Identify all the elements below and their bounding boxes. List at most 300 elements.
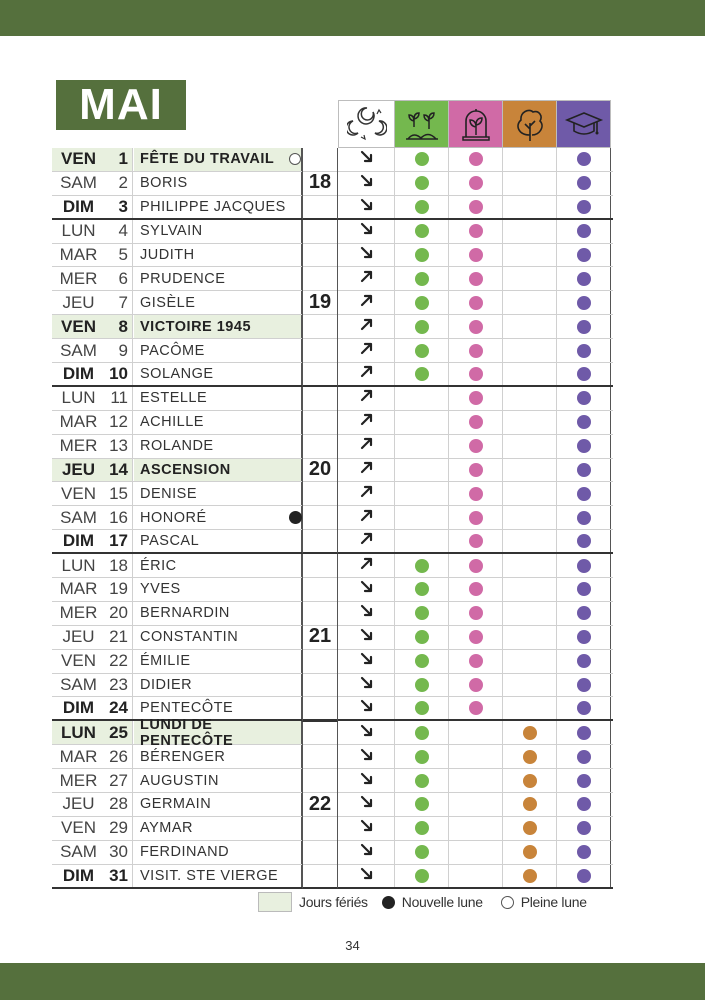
saint-name: PASCAL xyxy=(134,530,302,552)
garden-cell xyxy=(395,435,449,458)
moon-trend-cell xyxy=(338,697,395,719)
garden-cell xyxy=(395,650,449,673)
green-dot xyxy=(415,654,429,668)
full-moon-icon xyxy=(289,153,301,165)
saint-name: BORIS xyxy=(134,172,302,195)
pink-dot xyxy=(469,559,483,573)
sowing-cell xyxy=(449,506,503,529)
arrow-down-right-icon xyxy=(359,771,374,791)
garden-cell xyxy=(395,841,449,864)
saint-name: FERDINAND xyxy=(134,841,302,864)
sowing-cell xyxy=(449,244,503,267)
study-cell xyxy=(557,435,611,458)
tree-cell xyxy=(503,267,557,290)
green-dot xyxy=(415,750,429,764)
garden-cell xyxy=(395,745,449,768)
arrow-down-right-icon xyxy=(359,603,374,623)
tree-cell xyxy=(503,435,557,458)
green-dot xyxy=(415,845,429,859)
arrow-up-right-icon xyxy=(359,460,374,480)
study-cell xyxy=(557,482,611,505)
garden-cell xyxy=(395,411,449,434)
weekday: DIM xyxy=(62,196,95,216)
weekday: VEN xyxy=(61,483,96,503)
moon-trend-cell xyxy=(338,411,395,434)
sowing-cell xyxy=(449,554,503,577)
study-cell xyxy=(557,626,611,649)
sowing-cell xyxy=(449,315,503,338)
moon-trend-cell xyxy=(338,315,395,338)
violet-dot xyxy=(577,415,591,429)
day-number: 4 xyxy=(105,220,133,243)
garden-cell xyxy=(395,267,449,290)
day-number: 13 xyxy=(105,435,133,458)
study-cell xyxy=(557,865,611,887)
violet-dot xyxy=(577,821,591,835)
moon-trend-cell xyxy=(338,244,395,267)
pink-dot xyxy=(469,463,483,477)
arrow-down-right-icon xyxy=(359,245,374,265)
arrow-down-right-icon xyxy=(359,173,374,193)
green-dot xyxy=(415,606,429,620)
tree-cell xyxy=(503,674,557,697)
weekday: JEU xyxy=(62,627,95,647)
violet-dot xyxy=(577,845,591,859)
green-dot xyxy=(415,630,429,644)
violet-dot xyxy=(577,774,591,788)
pink-dot xyxy=(469,152,483,166)
moon-trend-cell xyxy=(338,530,395,552)
study-cell xyxy=(557,220,611,243)
sowing-cell xyxy=(449,172,503,195)
pink-dot xyxy=(469,534,483,548)
violet-dot xyxy=(577,439,591,453)
sowing-cell xyxy=(449,459,503,482)
weekday: JEU xyxy=(52,459,105,482)
pink-dot xyxy=(469,224,483,238)
pink-dot xyxy=(469,200,483,214)
top-band xyxy=(0,0,705,36)
tree-cell xyxy=(503,148,557,171)
tree-cell xyxy=(503,363,557,385)
moon-trend-cell xyxy=(338,674,395,697)
moon-trend-cell xyxy=(338,865,395,887)
garden-cell xyxy=(395,674,449,697)
sowing-cell xyxy=(449,674,503,697)
day-number: 23 xyxy=(105,674,133,697)
weekday: MER xyxy=(59,436,98,456)
saint-name: BERNARDIN xyxy=(134,602,302,625)
moon-trend-cell xyxy=(338,363,395,385)
saint-name: ÉRIC xyxy=(134,554,302,577)
garden-cell xyxy=(395,482,449,505)
day-number: 16 xyxy=(105,506,133,529)
saint-name: ESTELLE xyxy=(134,387,302,410)
sowing-cell xyxy=(449,267,503,290)
violet-dot xyxy=(577,606,591,620)
garden-cell xyxy=(395,602,449,625)
moon-trend-cell xyxy=(338,459,395,482)
sowing-cell xyxy=(449,482,503,505)
violet-dot xyxy=(577,152,591,166)
saint-name: PRUDENCE xyxy=(134,267,302,290)
weekday: DIM xyxy=(62,698,95,718)
week-number: 18 xyxy=(302,148,338,220)
study-cell xyxy=(557,745,611,768)
arrow-up-right-icon xyxy=(359,436,374,456)
green-dot xyxy=(415,176,429,190)
garden-cell xyxy=(395,459,449,482)
weekday: VEN xyxy=(61,818,96,838)
sowing-cell xyxy=(449,817,503,840)
moon-trend-cell xyxy=(338,793,395,816)
garden-cell xyxy=(395,220,449,243)
study-cell xyxy=(557,506,611,529)
study-cell xyxy=(557,841,611,864)
violet-dot xyxy=(577,534,591,548)
pink-dot xyxy=(469,606,483,620)
legend-full-moon: Pleine lune xyxy=(520,894,587,910)
tree-icon xyxy=(503,100,557,148)
tree-cell xyxy=(503,244,557,267)
tree-cell xyxy=(503,721,557,744)
study-cell xyxy=(557,291,611,314)
holiday-swatch xyxy=(258,892,292,912)
sowing-cell xyxy=(449,841,503,864)
orange-dot xyxy=(523,821,537,835)
moon-trend-cell xyxy=(338,482,395,505)
saint-name: PHILIPPE JACQUES xyxy=(134,196,302,218)
bottom-band xyxy=(0,963,705,1000)
garden-cell xyxy=(395,315,449,338)
green-dot xyxy=(415,797,429,811)
study-cell xyxy=(557,196,611,218)
weekday: SAM xyxy=(60,173,97,193)
study-cell xyxy=(557,650,611,673)
orange-dot xyxy=(523,869,537,883)
tree-cell xyxy=(503,769,557,792)
weekday: MAR xyxy=(59,579,98,599)
arrow-up-right-icon xyxy=(359,412,374,432)
arrow-up-right-icon xyxy=(359,508,374,528)
saint-name: ROLANDE xyxy=(134,435,302,458)
garden-cell xyxy=(395,291,449,314)
saint-name: JUDITH xyxy=(134,244,302,267)
saint-name: ASCENSION xyxy=(134,459,302,482)
green-dot xyxy=(415,559,429,573)
study-cell xyxy=(557,674,611,697)
violet-dot xyxy=(577,678,591,692)
weekday: DIM xyxy=(62,531,95,551)
day-number: 15 xyxy=(105,482,133,505)
saint-name: ÉMILIE xyxy=(134,650,302,673)
saint-name: DENISE xyxy=(134,482,302,505)
study-cell xyxy=(557,602,611,625)
tree-cell xyxy=(503,315,557,338)
saint-name: SOLANGE xyxy=(134,363,302,385)
arrow-up-right-icon xyxy=(359,341,374,361)
moon-trend-cell xyxy=(338,817,395,840)
arrow-down-right-icon xyxy=(359,197,374,217)
sowing-cell xyxy=(449,650,503,673)
moon-trend-cell xyxy=(338,745,395,768)
tree-cell xyxy=(503,554,557,577)
pink-dot xyxy=(469,320,483,334)
saint-name: GERMAIN xyxy=(134,793,302,816)
arrow-up-right-icon xyxy=(359,484,374,504)
day-number: 1 xyxy=(105,148,133,171)
violet-dot xyxy=(577,701,591,715)
moon-trend-cell xyxy=(338,172,395,195)
tree-cell xyxy=(503,459,557,482)
moon-cycle-icon xyxy=(338,100,395,148)
orange-dot xyxy=(523,774,537,788)
study-cell xyxy=(557,315,611,338)
moon-trend-cell xyxy=(338,841,395,864)
garden-cell xyxy=(395,721,449,744)
sowing-cell xyxy=(449,602,503,625)
violet-dot xyxy=(577,200,591,214)
tree-cell xyxy=(503,291,557,314)
garden-plants-icon xyxy=(395,100,449,148)
day-number: 5 xyxy=(105,244,133,267)
study-cell xyxy=(557,148,611,171)
moon-trend-cell xyxy=(338,578,395,601)
garden-cell xyxy=(395,530,449,552)
moon-trend-cell xyxy=(338,435,395,458)
green-dot xyxy=(415,200,429,214)
garden-cell xyxy=(395,387,449,410)
arrow-up-right-icon xyxy=(359,531,374,551)
weekday: LUN xyxy=(61,221,96,241)
weekday: MAR xyxy=(59,746,98,766)
day-number: 21 xyxy=(105,626,133,649)
weekday: MER xyxy=(59,603,98,623)
violet-dot xyxy=(577,176,591,190)
saint-name: AYMAR xyxy=(134,817,302,840)
violet-dot xyxy=(577,320,591,334)
pink-dot xyxy=(469,272,483,286)
legend-holidays: Jours fériés xyxy=(299,894,368,910)
violet-dot xyxy=(577,750,591,764)
tree-cell xyxy=(503,793,557,816)
saint-name: VISIT. STE VIERGE xyxy=(134,865,302,887)
orange-dot xyxy=(523,750,537,764)
week-number: 19 xyxy=(302,220,338,387)
day-number: 6 xyxy=(105,267,133,290)
study-cell xyxy=(557,459,611,482)
moon-trend-cell xyxy=(338,721,395,744)
saint-name: ACHILLE xyxy=(134,411,302,434)
month-title: MAI xyxy=(56,80,186,130)
legend xyxy=(258,892,587,912)
day-number: 26 xyxy=(105,745,133,768)
garden-cell xyxy=(395,865,449,887)
arrow-down-right-icon xyxy=(359,866,374,886)
sowing-cell xyxy=(449,697,503,719)
sowing-cell xyxy=(449,148,503,171)
sowing-cell xyxy=(449,769,503,792)
moon-trend-cell xyxy=(338,602,395,625)
moon-trend-cell xyxy=(338,506,395,529)
pink-dot xyxy=(469,367,483,381)
garden-cell xyxy=(395,363,449,385)
tree-cell xyxy=(503,626,557,649)
tree-cell xyxy=(503,482,557,505)
garden-cell xyxy=(395,578,449,601)
pink-dot xyxy=(469,582,483,596)
day-number: 31 xyxy=(105,865,133,887)
green-dot xyxy=(415,152,429,166)
study-cell xyxy=(557,578,611,601)
green-dot xyxy=(415,344,429,358)
study-cell xyxy=(557,554,611,577)
weekday: LUN xyxy=(52,721,105,744)
saint-name: BÉRENGER xyxy=(134,745,302,768)
week-number: 22 xyxy=(302,722,338,889)
arrow-up-right-icon xyxy=(359,293,374,313)
saint-name: PACÔME xyxy=(134,339,302,362)
study-cell xyxy=(557,697,611,719)
green-dot xyxy=(415,248,429,262)
pink-dot xyxy=(469,248,483,262)
day-number: 30 xyxy=(105,841,133,864)
pink-dot xyxy=(469,487,483,501)
tree-cell xyxy=(503,841,557,864)
sowing-cell xyxy=(449,435,503,458)
moon-trend-cell xyxy=(338,339,395,362)
tree-cell xyxy=(503,650,557,673)
day-number: 18 xyxy=(105,554,133,577)
arrow-down-right-icon xyxy=(359,723,374,743)
weekday: MAR xyxy=(59,245,98,264)
tree-cell xyxy=(503,697,557,719)
garden-cell xyxy=(395,697,449,719)
green-dot xyxy=(415,726,429,740)
green-dot xyxy=(415,320,429,334)
green-dot xyxy=(415,869,429,883)
day-number: 10 xyxy=(105,363,133,385)
tree-cell xyxy=(503,578,557,601)
sowing-cell xyxy=(449,745,503,768)
sowing-cell xyxy=(449,220,503,243)
sowing-cell xyxy=(449,196,503,218)
moon-trend-cell xyxy=(338,554,395,577)
sowing-cell xyxy=(449,721,503,744)
arrow-down-right-icon xyxy=(359,842,374,862)
garden-cell xyxy=(395,769,449,792)
study-cell xyxy=(557,267,611,290)
garden-cell xyxy=(395,339,449,362)
tree-cell xyxy=(503,196,557,218)
garden-cell xyxy=(395,196,449,218)
saint-name: HONORÉ xyxy=(134,506,302,529)
sowing-cell xyxy=(449,578,503,601)
weekday: VEN xyxy=(52,148,105,171)
moon-trend-cell xyxy=(338,769,395,792)
study-cell xyxy=(557,411,611,434)
garden-cell xyxy=(395,148,449,171)
sowing-cell xyxy=(449,363,503,385)
sowing-cell xyxy=(449,411,503,434)
pink-dot xyxy=(469,678,483,692)
study-cell xyxy=(557,387,611,410)
arrow-down-right-icon xyxy=(359,149,374,169)
green-dot xyxy=(415,224,429,238)
saint-name: PENTECÔTE xyxy=(134,697,302,719)
saint-name: DIDIER xyxy=(134,674,302,697)
arrow-up-right-icon xyxy=(359,388,374,408)
day-number: 7 xyxy=(105,291,133,314)
weekday: SAM xyxy=(60,340,97,360)
arrow-down-right-icon xyxy=(359,651,374,671)
tree-cell xyxy=(503,530,557,552)
green-dot xyxy=(415,582,429,596)
new-moon-icon xyxy=(289,511,302,524)
day-number: 19 xyxy=(105,578,133,601)
garden-cell xyxy=(395,172,449,195)
day-number: 20 xyxy=(105,602,133,625)
day-number: 24 xyxy=(105,697,133,719)
orange-dot xyxy=(523,726,537,740)
weekday: LUN xyxy=(61,388,96,408)
violet-dot xyxy=(577,224,591,238)
saint-name: SYLVAIN xyxy=(134,220,302,243)
study-cell xyxy=(557,721,611,744)
green-dot xyxy=(415,272,429,286)
day-number: 25 xyxy=(105,721,133,744)
arrow-down-right-icon xyxy=(359,818,374,838)
sowing-cell xyxy=(449,793,503,816)
pink-dot xyxy=(469,176,483,190)
violet-dot xyxy=(577,391,591,405)
weekday: VEN xyxy=(52,315,105,338)
violet-dot xyxy=(577,559,591,573)
new-moon-icon xyxy=(382,896,395,909)
garden-cell xyxy=(395,506,449,529)
weekday: JEU xyxy=(62,794,95,814)
violet-dot xyxy=(577,511,591,525)
day-number: 12 xyxy=(105,411,133,434)
week-number: 21 xyxy=(302,554,338,721)
violet-dot xyxy=(577,367,591,381)
pink-dot xyxy=(469,344,483,358)
violet-dot xyxy=(577,797,591,811)
tree-cell xyxy=(503,387,557,410)
saint-name: YVES xyxy=(134,578,302,601)
moon-trend-cell xyxy=(338,220,395,243)
moon-trend-cell xyxy=(338,387,395,410)
arrow-down-right-icon xyxy=(359,579,374,599)
moon-trend-cell xyxy=(338,148,395,171)
garden-cell xyxy=(395,554,449,577)
day-number: 22 xyxy=(105,650,133,673)
moon-trend-cell xyxy=(338,650,395,673)
day-number: 8 xyxy=(105,315,133,338)
garden-cell xyxy=(395,817,449,840)
day-number: 2 xyxy=(105,172,133,195)
weekday: VEN xyxy=(61,651,96,671)
arrow-up-right-icon xyxy=(359,317,374,337)
sowing-cell xyxy=(449,291,503,314)
violet-dot xyxy=(577,726,591,740)
saint-name: VICTOIRE 1945 xyxy=(134,315,302,338)
tree-cell xyxy=(503,339,557,362)
pink-dot xyxy=(469,511,483,525)
moon-trend-cell xyxy=(338,291,395,314)
tree-cell xyxy=(503,745,557,768)
arrow-down-right-icon xyxy=(359,675,374,695)
